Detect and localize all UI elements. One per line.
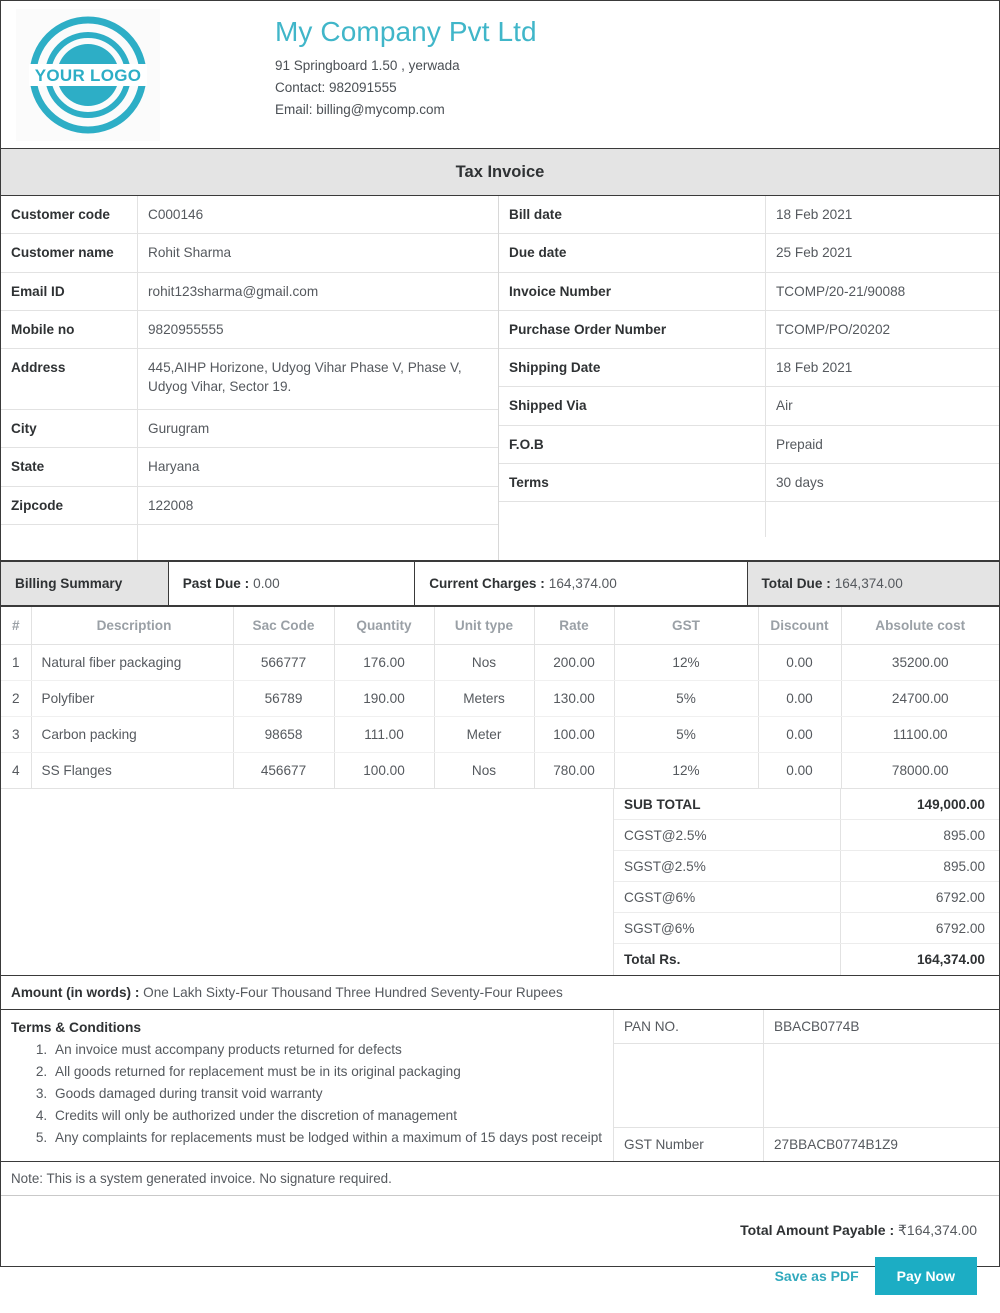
totals-row-sgst-2-5: [614, 851, 999, 882]
total-due-cell: [748, 562, 1000, 605]
totals-row-grand-total: [614, 944, 999, 975]
total-amount-payable-value: 164,374.00: [906, 1222, 977, 1239]
column-header-index: #: [1, 607, 31, 645]
cell-description: SS Flanges: [31, 753, 233, 789]
totals-value: 895.00: [943, 827, 985, 843]
cell-description: Carbon packing: [31, 717, 233, 753]
cell-rate: 130.00: [534, 681, 614, 717]
cell-description: Natural fiber packaging: [31, 645, 233, 681]
current-charges-label: Current Charges :: [429, 576, 545, 592]
gst-number-label: GST Number: [614, 1128, 764, 1161]
cell-absolute-cost: 11100.00: [841, 717, 999, 753]
invoice-details: [1, 196, 999, 562]
cell-unit-type: Meters: [434, 681, 534, 717]
list-item: 1. An invoice must accompany products returned for defects: [51, 1039, 603, 1061]
cell-index: 4: [1, 753, 31, 789]
column-header-unit-type: Unit type: [434, 607, 534, 645]
totals-row-subtotal: [614, 789, 999, 820]
cell-sac-code: 456677: [233, 753, 334, 789]
company-contact: Contact: 982091555: [275, 79, 397, 95]
field-value: 30 days: [776, 475, 824, 491]
totals-row-cgst-2-5: [614, 820, 999, 851]
field-label: Mobile no: [1, 311, 138, 348]
table-row: [499, 196, 999, 234]
total-amount-payable: [740, 1222, 977, 1239]
tax-id-table: [614, 1010, 999, 1161]
amount-in-words-value: One Lakh Sixty-Four Thousand Three Hundred Seventy-Four Rupees: [139, 985, 563, 1001]
table-row: [1, 717, 999, 753]
table-row: [1, 349, 498, 410]
company-email: Email: billing@mycomp.com: [275, 101, 445, 117]
system-note: Note: This is a system generated invoice. No signature required.: [1, 1162, 999, 1196]
totals-label: SGST@2.5%: [614, 851, 841, 881]
field-value: Air: [776, 398, 793, 414]
total-amount-payable-label: Total Amount Payable :: [740, 1222, 895, 1239]
invoice-header: [1, 1, 999, 149]
total-due-label: Total Due :: [761, 576, 831, 592]
cell-unit-type: Nos: [434, 753, 534, 789]
field-label: Customer code: [1, 196, 138, 233]
terms-and-tax-section: [1, 1010, 999, 1162]
field-value: rohit123sharma@gmail.com: [148, 283, 319, 299]
past-due-cell: [169, 562, 416, 605]
totals-value: 164,374.00: [916, 952, 985, 968]
table-row: [499, 464, 999, 502]
cell-quantity: 190.00: [334, 681, 434, 717]
cell-description: Polyfiber: [31, 681, 233, 717]
column-header-absolute-cost: Absolute cost: [841, 607, 999, 645]
current-charges-value: 164,374.00: [548, 576, 617, 592]
cell-absolute-cost: 24700.00: [841, 681, 999, 717]
totals-value: 895.00: [943, 858, 985, 874]
cell-rate: 200.00: [534, 645, 614, 681]
field-label: Bill date: [499, 196, 766, 233]
table-row: [1, 196, 498, 234]
cell-index: 1: [1, 645, 31, 681]
table-row: [614, 1010, 999, 1044]
field-label: F.O.B: [499, 426, 766, 463]
field-value: 9820955555: [148, 321, 224, 337]
tax-id-spacer: [614, 1044, 999, 1128]
list-item: 3. Goods damaged during transit void warranty: [51, 1083, 603, 1105]
cell-rate: 780.00: [534, 753, 614, 789]
table-row: [1, 234, 498, 272]
totals-value: 6792.00: [935, 920, 985, 936]
totals-value: 6792.00: [935, 889, 985, 905]
cell-unit-type: Meter: [434, 717, 534, 753]
amount-in-words-label: Amount (in words) :: [11, 985, 140, 1001]
column-header-gst: GST: [614, 607, 758, 645]
cell-quantity: 111.00: [334, 717, 434, 753]
footer-actions: [775, 1257, 977, 1295]
company-name: My Company Pvt Ltd: [275, 16, 537, 47]
field-value: 18 Feb 2021: [776, 360, 853, 376]
company-info: [275, 1, 537, 121]
pay-now-button[interactable]: Pay Now: [875, 1257, 977, 1295]
column-header-discount: Discount: [758, 607, 841, 645]
cell-quantity: 176.00: [334, 645, 434, 681]
table-row: [499, 311, 999, 349]
totals-label: SUB TOTAL: [614, 789, 841, 819]
invoice-title-bar: [1, 149, 999, 196]
field-value: Gurugram: [148, 421, 210, 437]
field-value: 122008: [148, 497, 194, 513]
table-row: [499, 273, 999, 311]
cell-sac-code: 98658: [233, 717, 334, 753]
page-title: Tax Invoice: [455, 162, 545, 181]
table-row: [1, 311, 498, 349]
invoice-meta-table: [499, 196, 999, 560]
cell-discount: 0.00: [758, 681, 841, 717]
cell-quantity: 100.00: [334, 753, 434, 789]
totals-label: SGST@6%: [614, 913, 841, 943]
terms-heading: Terms & Conditions: [11, 1020, 142, 1036]
totals-spacer: [1, 789, 614, 975]
gst-number-value: 27BBACB0774B1Z9: [774, 1137, 898, 1153]
list-item: 5. Any complaints for replacements must be lodged within a maximum of 15 days post receipt: [51, 1127, 603, 1149]
field-value: Rohit Sharma: [148, 245, 232, 261]
totals-label: Total Rs.: [614, 944, 841, 975]
field-label: Address: [1, 349, 138, 409]
past-due-label: Past Due :: [182, 576, 250, 592]
field-label: Terms: [499, 464, 766, 501]
list-item: 4. Credits will only be authorized under the discretion of management: [51, 1105, 603, 1127]
list-item: 2. All goods returned for replacement must be in its original packaging: [51, 1061, 603, 1083]
field-label: Invoice Number: [499, 273, 766, 310]
cell-unit-type: Nos: [434, 645, 534, 681]
total-due-value: 164,374.00: [834, 576, 903, 592]
totals-row-sgst-6: [614, 913, 999, 944]
field-value: 18 Feb 2021: [776, 207, 853, 222]
table-row: [1, 645, 999, 681]
table-row: [499, 387, 999, 425]
cell-absolute-cost: 78000.00: [841, 753, 999, 789]
cell-gst: 5%: [614, 717, 758, 753]
cell-gst: 12%: [614, 645, 758, 681]
cell-discount: 0.00: [758, 753, 841, 789]
table-row-spacer: [499, 502, 999, 537]
field-label: State: [1, 448, 138, 485]
column-header-rate: Rate: [534, 607, 614, 645]
field-label: Shipped Via: [499, 387, 766, 424]
cell-sac-code: 566777: [233, 645, 334, 681]
company-address: 91 Springboard 1.50 , yerwada: [275, 58, 460, 74]
amount-in-words: [1, 976, 999, 1010]
invoice-footer: [1, 1196, 999, 1313]
table-row: [1, 448, 498, 486]
billing-summary-bar: [1, 562, 999, 607]
cell-rate: 100.00: [534, 717, 614, 753]
field-label: Due date: [499, 234, 766, 271]
your-logo-icon: [29, 16, 147, 134]
totals-table: [614, 789, 999, 975]
cell-absolute-cost: 35200.00: [841, 645, 999, 681]
cell-index: 2: [1, 681, 31, 717]
terms-list: [51, 1039, 603, 1149]
table-row: [614, 1128, 999, 1161]
cell-discount: 0.00: [758, 645, 841, 681]
cell-sac-code: 56789: [233, 681, 334, 717]
totals-label: CGST@6%: [614, 882, 841, 912]
svg-text:YOUR LOGO: YOUR LOGO: [34, 66, 142, 85]
pan-value: BBACB0774B: [774, 1019, 860, 1035]
field-value: Haryana: [148, 459, 200, 475]
current-charges-cell: [415, 562, 747, 605]
column-header-quantity: Quantity: [334, 607, 434, 645]
table-row: [499, 349, 999, 387]
field-value: 25 Feb 2021: [776, 245, 853, 261]
field-value: TCOMP/PO/20202: [776, 321, 891, 337]
terms-and-conditions: [1, 1010, 614, 1161]
cell-gst: 5%: [614, 681, 758, 717]
table-row: [1, 753, 999, 789]
table-row: [1, 487, 498, 525]
field-label: City: [1, 410, 138, 447]
totals-section: [1, 789, 999, 976]
table-row: [1, 273, 498, 311]
cell-index: 3: [1, 717, 31, 753]
save-as-pdf-link[interactable]: Save as PDF: [774, 1268, 859, 1285]
table-row: [499, 234, 999, 272]
customer-details-table: [1, 196, 499, 560]
past-due-value: 0.00: [253, 576, 280, 592]
table-row: [1, 410, 498, 448]
totals-value: 149,000.00: [916, 796, 985, 812]
field-label: Customer name: [1, 234, 138, 271]
cell-discount: 0.00: [758, 717, 841, 753]
cell-gst: 12%: [614, 753, 758, 789]
company-logo: [16, 9, 160, 141]
totals-label: CGST@2.5%: [614, 820, 841, 850]
table-row: [1, 681, 999, 717]
field-label: Purchase Order Number: [499, 311, 766, 348]
field-label: Zipcode: [1, 487, 138, 524]
field-value: C000146: [148, 207, 204, 222]
table-row: [499, 426, 999, 464]
table-row-spacer: [1, 525, 498, 560]
table-header-row: [1, 607, 999, 645]
field-value: TCOMP/20-21/90088: [776, 283, 906, 299]
line-items-table: [1, 607, 999, 789]
column-header-sac-code: Sac Code: [233, 607, 334, 645]
field-label: Email ID: [1, 273, 138, 310]
currency-symbol: ₹: [898, 1222, 907, 1239]
pan-label: PAN NO.: [614, 1010, 764, 1043]
field-value: 445,AIHP Horizone, Udyog Vihar Phase V, Phase V, Udyog Vihar, Sector 19.: [148, 360, 462, 395]
field-label: Shipping Date: [499, 349, 766, 386]
field-value: Prepaid: [776, 436, 823, 452]
column-header-description: Description: [31, 607, 233, 645]
totals-row-cgst-6: [614, 882, 999, 913]
billing-summary-title: Billing Summary: [1, 562, 169, 605]
